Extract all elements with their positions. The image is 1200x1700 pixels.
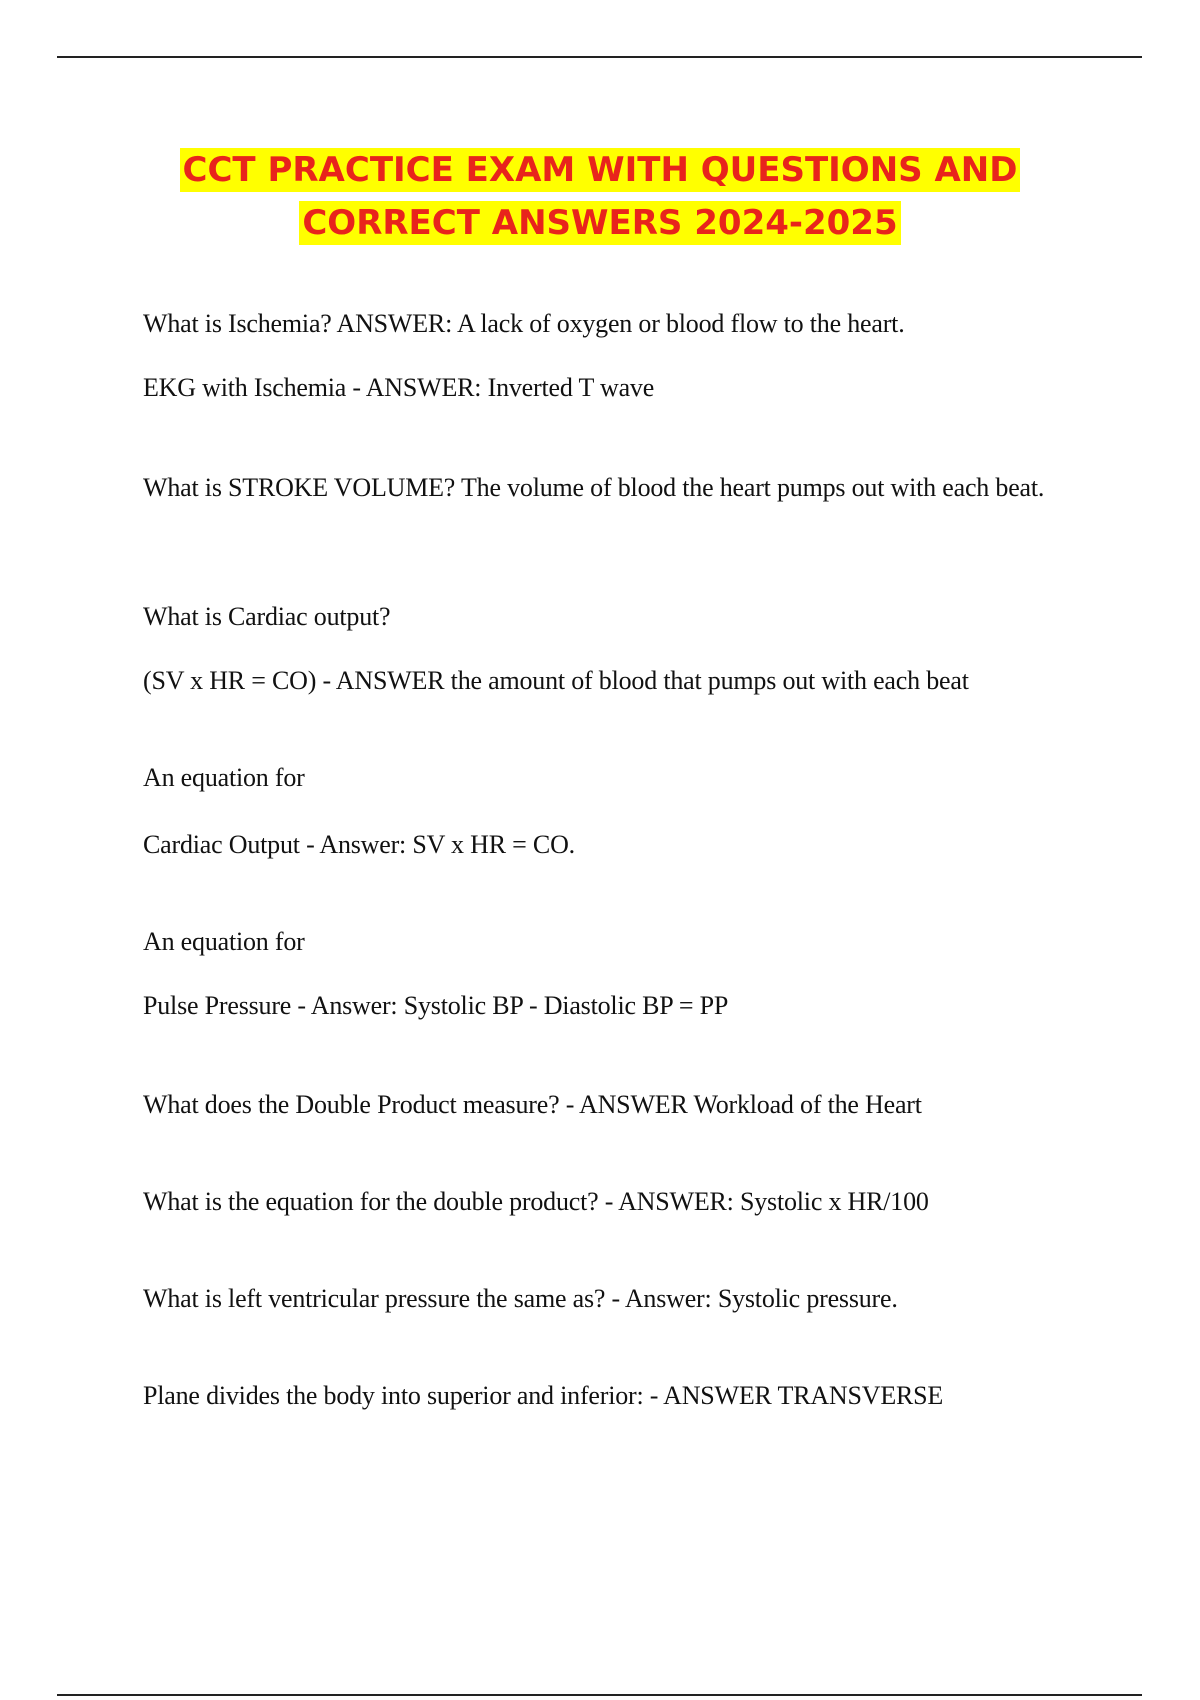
- title-line-2: [0, 197, 1200, 250]
- title-line-2-text: CORRECT ANSWERS 2024-2025: [299, 201, 900, 245]
- qa-cardiac-output-answer: (SV x HR = CO) - ANSWER the amount of blood that pumps out with each beat: [143, 666, 969, 695]
- qa-cardiac-output-question: What is Cardiac output?: [143, 602, 391, 631]
- title-line-1: [0, 144, 1200, 197]
- qa-double-product-measure: What does the Double Product measure? - ANSWER Workload of the Heart: [143, 1090, 922, 1119]
- qa-equation-prompt-2: An equation for: [143, 927, 305, 956]
- qa-equation-prompt-1: An equation for: [143, 763, 305, 792]
- top-rule: [57, 56, 1142, 58]
- bottom-rule: [57, 1694, 1142, 1696]
- qa-double-product-equation: What is the equation for the double product? - ANSWER: Systolic x HR/100: [143, 1187, 929, 1216]
- qa-left-ventricular-pressure: What is left ventricular pressure the same as? - Answer: Systolic pressure.: [143, 1284, 898, 1313]
- qa-cardiac-output-equation: Cardiac Output - Answer: SV x HR = CO.: [143, 830, 575, 859]
- page-title: [0, 144, 1200, 250]
- qa-ischemia-definition: What is Ischemia? ANSWER: A lack of oxygen or blood flow to the heart.: [143, 309, 905, 338]
- qa-pulse-pressure: Pulse Pressure - Answer: Systolic BP - Diastolic BP = PP: [143, 991, 729, 1020]
- title-line-1-text: CCT PRACTICE EXAM WITH QUESTIONS AND: [180, 148, 1021, 192]
- qa-stroke-volume: What is STROKE VOLUME? The volume of blood the heart pumps out with each beat.: [143, 473, 1045, 502]
- qa-transverse-plane: Plane divides the body into superior and inferior: - ANSWER TRANSVERSE: [143, 1381, 944, 1410]
- qa-ekg-ischemia: EKG with Ischemia - ANSWER: Inverted T wave: [143, 373, 655, 402]
